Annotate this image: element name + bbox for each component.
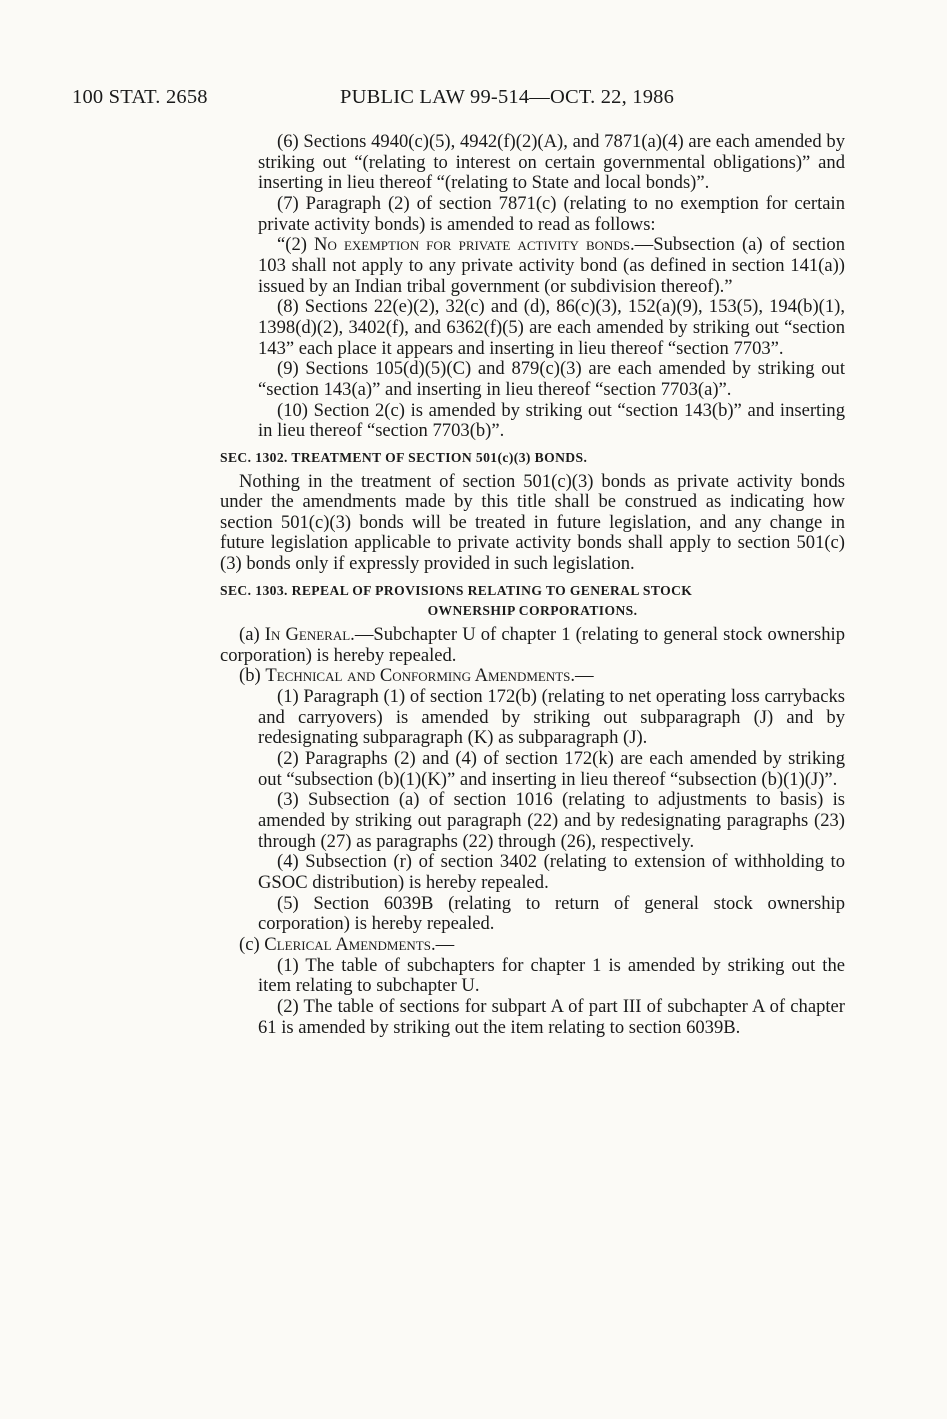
paragraph-9: (9) Sections 105(d)(5)(C) and 879(c)(3) are each amended by striking out “section 143(a)” and inserting in lieu thereof “section 7703(a)”.	[258, 358, 845, 400]
paragraph-8: (8) Sections 22(e)(2), 32(c) and (d), 86(c)(3), 152(a)(9), 153(5), 194(b)(1), 1398(d)(2), 3402(f), and 6362(f)(5) are each amended by striking out “section 143” each place it appears and inserting in lieu thereof “section 7703”.	[258, 296, 845, 359]
page-body	[220, 132, 845, 1038]
section-1303-heading-line1: SEC. 1303. REPEAL OF PROVISIONS RELATING TO GENERAL STOCK	[220, 582, 693, 598]
paragraph-c2: (2) The table of sections for subpart A of part III of subchapter A of chapter 61 is amended by striking out the item relating to section 6039B.	[258, 995, 845, 1038]
paragraph-6: (6) Sections 4940(c)(5), 4942(f)(2)(A), and 7871(a)(4) are each amended by striking out “(relating to interest on certain governmental obligations)” and inserting in lieu thereof “(relating to State and local bonds)”.	[258, 131, 845, 194]
paragraph-b2: (2) Paragraphs (2) and (4) of section 172(k) are each amended by striking out “subsection (b)(1)(K)” and inserting in lieu thereof “subsection (b)(1)(J)”.	[258, 748, 845, 790]
page-header	[72, 86, 872, 116]
page-reference: 100 STAT. 2658	[72, 86, 208, 108]
subsection-a-caption: In General.	[264, 624, 355, 646]
subsection-c: (c) Clerical Amendments.—	[239, 933, 455, 955]
law-citation: PUBLIC LAW 99-514—OCT. 22, 1986	[340, 86, 675, 108]
paragraph-b5: (5) Section 6039B (relating to return of general stock ownership corporation) is hereby repealed.	[258, 892, 845, 935]
quote-prefix: “(2)	[277, 234, 315, 256]
quote-text: —Subsection (a) of section 103 shall not apply to any private activity bond (as defined in section 141(a)) issued by an Indian tribal government (or subdivision thereof).”	[258, 234, 845, 297]
paragraph-c1: (1) The table of subchapters for chapter 1 is amended by striking out the item relating to subchapter U.	[258, 954, 845, 997]
subsection-a: (a) In General.—Subchapter U of chapter 1 (relating to general stock ownership corporation) is hereby repealed.	[220, 624, 845, 666]
subsection-b-caption: Technical and Conforming Amendments.	[265, 665, 576, 687]
section-1302-heading: SEC. 1302. TREATMENT OF SECTION 501(c)(3) BONDS.	[220, 449, 588, 465]
quote-caption: No exemption for private activity bonds.	[314, 234, 635, 256]
section-1303-heading-line2: OWNERSHIP CORPORATIONS.	[427, 603, 638, 619]
paragraph-10: (10) Section 2(c) is amended by striking out “section 143(b)” and inserting in lieu thereof “section 7703(b)”.	[258, 399, 845, 442]
subsection-a-text: —Subchapter U of chapter 1 (relating to general stock ownership corporation) is hereby repealed.	[220, 624, 845, 666]
section-1302-text: Nothing in the treatment of section 501(c)(3) bonds as private activity bonds under the amendments made by this title shall be construed as indicating how section 501(c)(3) bonds will be treated in future legislation, and any change in future legislation applicable to private activity bonds shall apply to section 501(c)(3) bonds only if expressly provided in such legislation.	[220, 470, 845, 575]
subsection-c-caption: Clerical Amendments.	[264, 933, 436, 955]
paragraph-7: (7) Paragraph (2) of section 7871(c) (relating to no exemption for certain private activity bonds) is amended to read as follows:	[258, 192, 845, 235]
subsection-b: (b) Technical and Conforming Amendments.—	[239, 665, 594, 687]
paragraph-b1: (1) Paragraph (1) of section 172(b) (relating to net operating loss carrybacks and carryovers) is amended by striking out subparagraph (J) and by redesignating subparagraph (K) as subparagraph (J).	[258, 686, 845, 749]
section-1303-heading	[220, 581, 845, 622]
paragraph-b4: (4) Subsection (r) of section 3402 (relating to extension of withholding to GSOC distribution) is hereby repealed.	[258, 851, 845, 893]
paragraph-b3: (3) Subsection (a) of section 1016 (relating to adjustments to basis) is amended by striking out paragraph (22) and by redesignating paragraphs (23) through (27) as paragraphs (22) through (26), respectively.	[258, 789, 845, 852]
paragraph-7-quote	[220, 235, 845, 297]
